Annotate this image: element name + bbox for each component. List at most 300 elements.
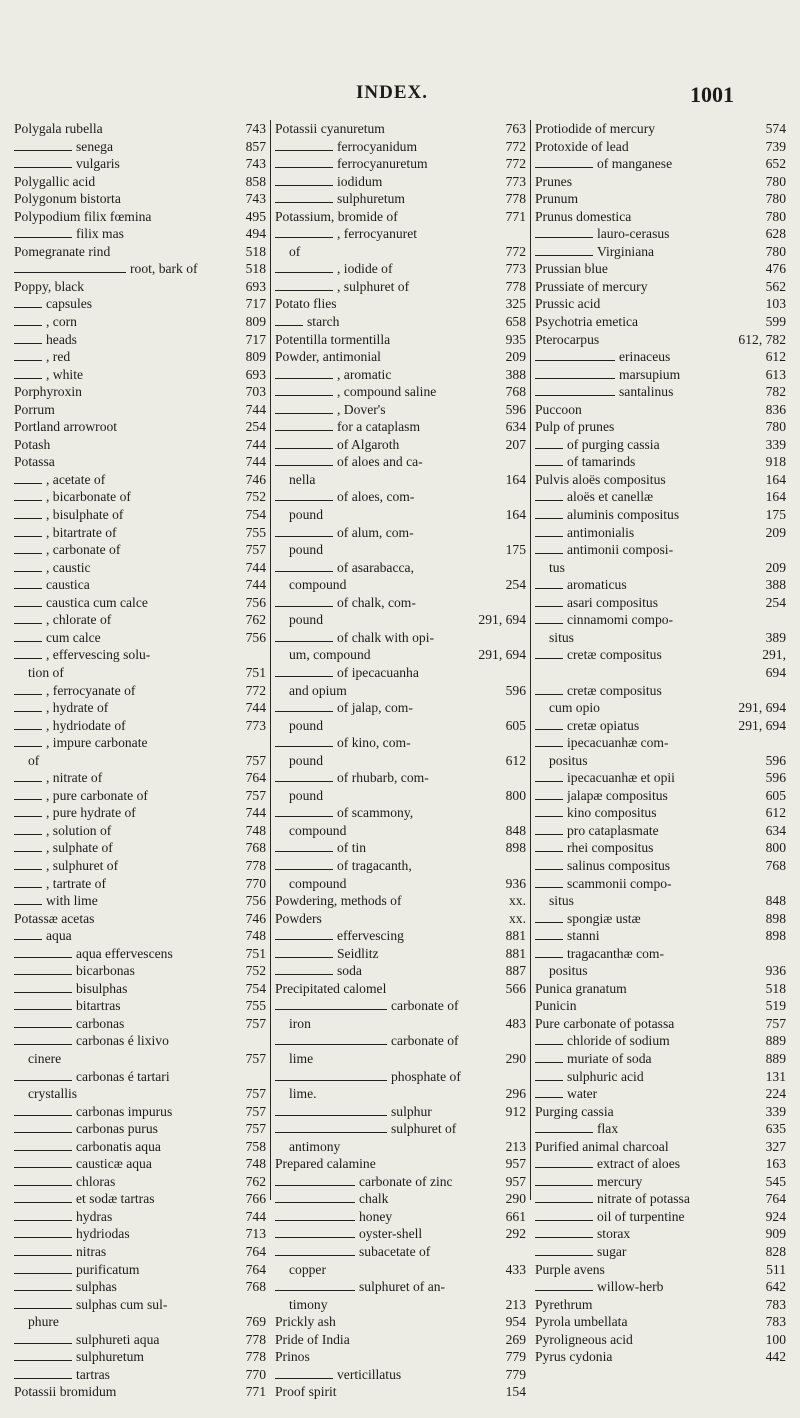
index-entry [14,366,266,384]
entry-term: Protiodide of mercury [535,121,656,136]
entry-term: , pure hydrate of [46,805,136,821]
entry-pages: 763 [505,121,526,136]
index-entry [535,331,786,349]
index-entry [14,418,266,436]
index-entry [535,752,786,770]
entry-pages: 213 [505,1296,526,1312]
entry-pages: 887 [505,963,526,979]
index-entry [275,717,526,735]
index-entry [535,190,786,208]
entry-pages: 757 [245,1086,266,1102]
ditto-rule [14,799,42,800]
entry-pages: 519 [765,998,786,1014]
ditto-rule [14,1308,72,1309]
entry-term: , hydrate of [46,700,109,716]
entry-pages: 772 [245,682,266,698]
ditto-rule [535,869,563,870]
entry-term: Virginiana [597,243,655,259]
entry-term: of Algaroth [337,436,400,452]
index-entry [275,278,526,296]
ditto-rule [535,1097,563,1098]
entry-pages: 771 [245,1384,266,1400]
entry-term: Prepared calamine [275,1156,376,1172]
index-entry [275,225,526,243]
entry-term: Potassii cyanuretum [275,121,385,136]
ditto-rule [275,1290,355,1291]
entry-term: Prunes [535,173,573,189]
index-entry [14,857,266,875]
entry-term: sulphuretum [76,1349,144,1365]
entry-term: caustica cum calce [46,594,148,610]
index-entry [535,1278,786,1296]
entry-term: chloras [76,1173,116,1189]
index-entry [14,506,266,524]
index-entry [275,1085,526,1103]
entry-term: of tin [337,840,367,856]
index-entry [14,1296,266,1314]
entry-term: of kino, com- [337,735,411,751]
index-entry [14,611,266,629]
entry-pages: 744 [245,454,266,470]
index-entry [535,857,786,875]
entry-term: cinere [28,1050,62,1066]
entry-term: Potentilla tormentilla [275,331,391,347]
index-entry [275,804,526,822]
entry-term: sugar [597,1244,627,1259]
ditto-rule [535,465,563,466]
entry-term: et sodæ tartras [76,1191,155,1207]
index-entry [14,138,266,156]
ditto-rule [275,816,333,817]
index-entry [535,664,786,682]
entry-term: Prunus domestica [535,208,632,224]
entry-pages: 634 [765,822,786,838]
entry-term: chloride of sodium [567,1033,670,1049]
entry-pages: 744 [245,401,266,417]
page-header [0,82,800,106]
ditto-rule [275,1237,355,1238]
entry-pages: 768 [765,857,786,873]
index-entry [14,225,266,243]
entry-pages: 768 [245,840,266,856]
entry-pages: 596 [765,752,786,768]
entry-term: of [289,243,301,259]
index-entry [14,488,266,506]
entry-term: tartras [76,1366,110,1382]
index-entry [535,1015,786,1033]
index-entry [535,1208,786,1226]
index-entry [275,1155,526,1173]
ditto-rule [14,571,42,572]
entry-pages: 773 [505,173,526,189]
entry-pages: 131 [765,1068,786,1084]
ditto-rule [14,1115,72,1116]
entry-term: Porrum [14,401,55,417]
entry-term: Prussian blue [535,261,608,277]
entry-term: of ipecacuanha [337,664,419,680]
index-entry [275,208,526,226]
entry-term: carbonate of zinc [359,1173,453,1189]
index-entry [275,646,526,664]
ditto-rule [275,851,333,852]
ditto-rule [275,272,333,273]
entry-pages: 635 [765,1121,786,1137]
ditto-rule [14,588,42,589]
ditto-rule [535,1237,593,1238]
index-entry [14,962,266,980]
entry-pages: 770 [245,875,266,891]
entry-term: carbonas [76,1015,125,1031]
entry-term: lime. [289,1086,317,1102]
entry-term: senega [76,138,113,154]
ditto-rule [275,1378,333,1379]
entry-pages: 935 [505,331,526,347]
running-title: INDEX. [356,82,428,103]
entry-term: for a cataplasm [337,419,421,435]
ditto-rule [14,360,42,361]
ditto-rule [535,1132,593,1133]
entry-pages: 717 [245,331,266,347]
index-entry [535,594,786,612]
index-entry [14,190,266,208]
entry-pages: 809 [245,349,266,365]
ditto-rule [275,1185,355,1186]
entry-term: oyster-shell [359,1226,423,1242]
entry-pages: 209 [505,349,526,365]
entry-term: cinnamomi compo- [567,612,674,628]
entry-term: , compound saline [337,384,437,400]
index-entry [275,383,526,401]
entry-term: hydras [76,1208,113,1224]
entry-term: sulphureti aqua [76,1331,160,1347]
entry-pages: 954 [505,1314,526,1330]
entry-pages: 744 [245,1208,266,1224]
entry-pages: 782 [765,384,786,400]
entry-term: , sulphate of [46,840,113,856]
index-entry [275,699,526,717]
entry-pages: xx. [509,893,526,909]
entry-term: carbonatis aqua [76,1138,161,1154]
entry-term: sulphas [76,1279,117,1295]
ditto-rule [275,974,333,975]
entry-pages: 924 [765,1208,786,1224]
entry-term: Powders [275,910,322,926]
ditto-rule [535,1062,563,1063]
index-entry [14,541,266,559]
entry-term: carbonas é lixivo [76,1033,169,1049]
entry-term: , sulphuret of [337,278,410,294]
index-entry [14,173,266,191]
entry-pages: 254 [245,419,266,435]
entry-pages: 599 [765,314,786,330]
entry-term: Pyrola umbellata [535,1314,628,1330]
index-entry [275,260,526,278]
ditto-rule [14,746,42,747]
ditto-rule [535,1185,593,1186]
entry-pages: 780 [765,208,786,224]
index-entry [275,401,526,419]
entry-term: of chalk with opi- [337,629,435,645]
index-entry [535,646,786,664]
entry-term: aluminis compositus [567,507,680,523]
entry-pages: 898 [765,910,786,926]
index-entry [14,1050,266,1068]
ditto-rule [14,781,42,782]
ditto-rule [14,641,42,642]
entry-term: Purging cassia [535,1103,614,1119]
ditto-rule [14,992,72,993]
ditto-rule [275,1044,387,1045]
ditto-rule [275,185,333,186]
entry-pages: 744 [245,805,266,821]
index-entry [275,594,526,612]
entry-pages: 889 [765,1033,786,1049]
index-entry [535,927,786,945]
ditto-rule [14,1027,72,1028]
entry-term: positus [549,963,588,979]
entry-term: Punica granatum [535,980,627,996]
ditto-rule [14,1150,72,1151]
index-entry [275,787,526,805]
index-entry [275,331,526,349]
index-entry [14,331,266,349]
ditto-rule [14,939,42,940]
index-entry [535,717,786,735]
entry-term: situs [549,893,574,909]
index-entry [535,804,786,822]
ditto-rule [535,658,563,659]
index-entry [535,629,786,647]
entry-term: Prinos [275,1349,310,1365]
index-entry [535,418,786,436]
entry-term: , Dover's [337,401,386,417]
entry-term: heads [46,331,77,347]
entry-pages: 770 [245,1366,266,1382]
entry-term: phure [28,1314,59,1330]
entry-pages: 291, [762,647,786,663]
entry-pages: 743 [245,121,266,136]
entry-term: Potassium, bromide of [275,208,398,224]
entry-pages: 957 [505,1156,526,1172]
entry-term: iron [289,1015,311,1031]
index-entry [535,295,786,313]
index-entry [535,611,786,629]
entry-term: ferrocyanuretum [337,156,428,172]
ditto-rule [275,1132,387,1133]
entry-term: , ferrocyanuret [337,226,418,242]
entry-term: , aromatic [337,366,392,382]
entry-term: pro cataplasmate [567,822,659,838]
index-entry [14,629,266,647]
entry-pages: 574 [765,121,786,136]
entry-term: of aloes and ca- [337,454,423,470]
index-entry [535,1261,786,1279]
index-entry [14,997,266,1015]
index-entry [14,260,266,278]
index-entry [275,611,526,629]
entry-pages: 779 [505,1366,526,1382]
ditto-rule [14,1167,72,1168]
index-entry [275,629,526,647]
entry-term: of rhubarb, com- [337,770,429,786]
entry-pages: 746 [245,910,266,926]
entry-term: subacetate of [359,1244,431,1259]
ditto-rule [275,448,333,449]
entry-term: erinaceus [619,349,671,365]
entry-pages: 164 [765,471,786,487]
ditto-rule [14,957,72,958]
entry-term: salinus compositus [567,857,671,873]
entry-pages: 511 [766,1261,786,1277]
index-entry [275,559,526,577]
index-entry [275,155,526,173]
entry-pages: 693 [245,278,266,294]
ditto-rule [14,1132,72,1133]
ditto-rule [14,1009,72,1010]
index-entry [14,910,266,928]
entry-term: Pulvis aloës compositus [535,471,666,487]
ditto-rule [275,1080,387,1081]
entry-pages: 936 [765,963,786,979]
index-entry [14,822,266,840]
entry-pages: 744 [245,700,266,716]
ditto-rule [275,413,333,414]
index-entry [535,980,786,998]
entry-pages: 848 [765,893,786,909]
entry-pages: 494 [245,226,266,242]
ditto-rule [535,1220,593,1221]
ditto-rule [275,290,333,291]
index-entry [535,699,786,717]
entry-pages: 757 [245,1103,266,1119]
index-entry [14,646,266,664]
entry-pages: 744 [245,577,266,593]
entry-pages: 754 [245,980,266,996]
entry-pages: 772 [505,156,526,172]
entry-pages: 476 [765,261,786,277]
entry-pages: 778 [245,857,266,873]
index-entry [14,1138,266,1156]
index-entry [275,997,526,1015]
entry-term: Prickly ash [275,1314,336,1330]
index-entry [14,295,266,313]
index-column-right [530,120,790,1365]
entry-term: sulphuric acid [567,1068,644,1084]
entry-pages: 634 [505,419,526,435]
ditto-rule [14,553,42,554]
index-entry [275,962,526,980]
entry-term: , impure carbonate [46,735,148,751]
entry-pages: 748 [245,822,266,838]
entry-term: , corn [46,314,77,330]
entry-pages: 881 [505,928,526,944]
entry-pages: 327 [765,1138,786,1154]
entry-pages: 800 [505,787,526,803]
entry-pages: 164 [765,489,786,505]
index-entry [535,155,786,173]
entry-pages: 836 [765,401,786,417]
entry-pages: 596 [765,770,786,786]
index-entry [535,366,786,384]
entry-pages: 757 [765,1015,786,1031]
index-entry [535,875,786,893]
entry-pages: 693 [245,366,266,382]
ditto-rule [14,378,42,379]
entry-pages: 756 [245,629,266,645]
ditto-rule [275,395,333,396]
index-entry [14,453,266,471]
entry-pages: 848 [505,822,526,838]
entry-term: caustica [46,577,90,593]
entry-term: vulgaris [76,156,120,172]
ditto-rule [14,536,42,537]
ditto-rule [14,483,42,484]
entry-term: Pyrethrum [535,1296,593,1312]
entry-term: carbonate of [391,998,459,1014]
index-entry [535,1243,786,1261]
ditto-rule [535,1167,593,1168]
entry-term: , white [46,366,83,382]
entry-pages: 743 [245,191,266,207]
entry-term: compound [289,577,347,593]
index-entry [275,488,526,506]
entry-term: , chlorate of [46,612,112,628]
entry-pages: 518 [245,243,266,259]
entry-term: purificatum [76,1261,140,1277]
ditto-rule [275,202,333,203]
index-entry [275,1313,526,1331]
ditto-rule [535,939,563,940]
ditto-rule [535,1290,593,1291]
ditto-rule [275,641,333,642]
entry-term: of alum, com- [337,524,414,540]
ditto-rule [535,255,593,256]
ditto-rule [14,658,42,659]
index-entry [275,1050,526,1068]
entry-pages: 766 [245,1191,266,1207]
entry-pages: 652 [765,156,786,172]
index-entry [535,1313,786,1331]
entry-pages: 756 [245,594,266,610]
entry-pages: 754 [245,507,266,523]
entry-term: Potassæ acetas [14,910,95,926]
entry-term: positus [549,752,588,768]
entry-term: Polygonum bistorta [14,191,121,207]
index-entry [535,1068,786,1086]
entry-pages: 518 [765,980,786,996]
entry-pages: 758 [245,1138,266,1154]
entry-term: Prussiate of mercury [535,278,648,294]
entry-pages: 857 [245,138,266,154]
entry-term: sulphur [391,1103,432,1119]
index-entry [535,1331,786,1349]
entry-pages: 772 [505,138,526,154]
entry-term: root, bark of [130,261,198,277]
index-entry [14,594,266,612]
entry-pages: 290 [505,1050,526,1066]
entry-term: lauro-cerasus [597,226,670,242]
index-entry [535,260,786,278]
ditto-rule [14,1237,72,1238]
index-entry [535,436,786,454]
ditto-rule [535,729,563,730]
index-entry [535,1103,786,1121]
index-entry [14,208,266,226]
entry-term: ipecacuanhæ et opii [567,770,675,786]
ditto-rule [275,746,333,747]
entry-pages: 778 [505,191,526,207]
index-entry [535,138,786,156]
